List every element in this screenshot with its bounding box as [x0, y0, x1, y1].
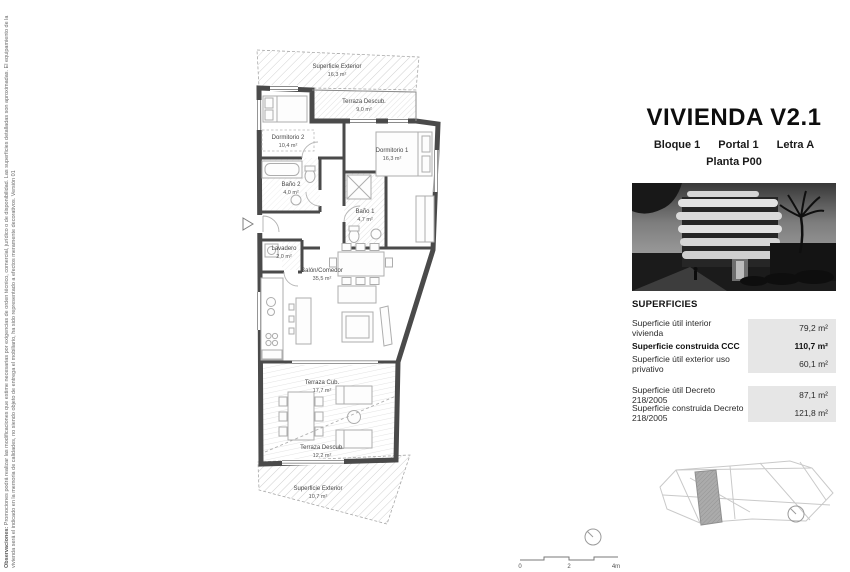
- sink-bano2: [291, 195, 301, 205]
- surface-value: 87,1 m²: [748, 386, 836, 404]
- surface-row: [632, 386, 836, 404]
- shower-bano1: [347, 175, 371, 199]
- svg-text:4,0 m²: 4,0 m²: [283, 190, 299, 196]
- svg-text:Baño 2: Baño 2: [281, 182, 301, 188]
- svg-text:Superficie Exterior: Superficie Exterior: [293, 486, 343, 492]
- area-terraza-descubierta-top: [312, 90, 416, 121]
- surface-row: [632, 319, 836, 337]
- surface-label: Superficie útil Decreto 218/2005: [632, 385, 716, 405]
- svg-text:Lavadero: Lavadero: [271, 246, 297, 252]
- surface-label: Superficie construida CCC: [632, 341, 740, 351]
- surface-value: 121,8 m²: [748, 404, 836, 422]
- surface-label: Superficie útil interior vivienda: [632, 318, 712, 338]
- surfaces-heading: SUPERFICIES: [632, 299, 698, 310]
- area-superficie-exterior-top: [257, 50, 419, 90]
- scale-bar: [518, 557, 620, 570]
- toilet-tank-bano2: [305, 166, 315, 171]
- svg-text:35,5 m²: 35,5 m²: [312, 276, 332, 282]
- svg-text:10,4 m²: 10,4 m²: [278, 143, 298, 149]
- svg-text:17,7 m²: 17,7 m²: [312, 388, 332, 394]
- bloque-label: Bloque 1: [653, 139, 701, 151]
- svg-text:Terraza Descub.: Terraza Descub.: [342, 99, 386, 105]
- page-title: VIVIENDA V2.1: [646, 104, 822, 131]
- svg-text:Dormitorio 2: Dormitorio 2: [271, 135, 305, 141]
- svg-text:10,7 m²: 10,7 m²: [308, 494, 328, 500]
- surface-row: [632, 337, 836, 355]
- toilet-tank-bano1: [349, 226, 359, 231]
- bed-dormitorio1: [376, 132, 432, 176]
- svg-text:Baño 1: Baño 1: [355, 209, 375, 215]
- bed-dormitorio2: [263, 96, 307, 122]
- sun-lounger-1: [336, 386, 372, 404]
- kitchen-island: [296, 298, 311, 344]
- svg-text:2,0 m²: 2,0 m²: [276, 254, 292, 260]
- svg-text:12,2 m²: 12,2 m²: [312, 453, 332, 459]
- svg-text:0: 0: [518, 564, 522, 570]
- svg-text:Terraza Cub.: Terraza Cub.: [304, 380, 340, 386]
- surface-label: Superficie útil exterior uso privativo: [632, 354, 730, 374]
- disclaimer-line-2: vivienda será el indicado en la memoria de calidades, no siendo objeto de entrega el mobiliario, ha sido representado a efectos meramente decorativos. Versión 01: [11, 170, 17, 568]
- svg-text:Superficie Exterior: Superficie Exterior: [312, 64, 362, 70]
- surfaces-section: [632, 299, 836, 422]
- bathtub-bano2: [262, 161, 302, 178]
- svg-text:Terraza Descub.: Terraza Descub.: [300, 445, 344, 451]
- sink-bano1: [371, 229, 381, 239]
- site-key-plan: [660, 461, 833, 525]
- svg-text:16,3 m²: 16,3 m²: [327, 72, 347, 78]
- disclaimer-line-1: Observaciones: Promociones podrá realizar las modificaciones que estime necesarias por exigencias de orden técnico, comercial, jurídico o de disponibilidad. Las superficies detalladas son aproximadas. El equipamiento de la: [4, 15, 10, 568]
- svg-text:Salón/Comedor: Salón/Comedor: [301, 268, 343, 274]
- terrace-table: [279, 392, 323, 440]
- svg-text:16,3 m²: 16,3 m²: [382, 156, 402, 162]
- sofa-1: [338, 286, 376, 303]
- kitchen-counter: [261, 278, 283, 360]
- surface-value: 60,1 m²: [748, 355, 836, 373]
- entry-arrow-icon: [243, 218, 253, 230]
- site-compass-icon: [788, 506, 804, 522]
- svg-text:4m: 4m: [611, 564, 621, 570]
- unit-identifiers: [626, 139, 842, 151]
- north-compass-icon: [585, 529, 601, 545]
- surface-value: 110,7 m²: [748, 337, 836, 355]
- wardrobe-dormitorio1: [416, 196, 434, 242]
- svg-text:2: 2: [567, 564, 571, 570]
- building-render-photo: [632, 183, 836, 291]
- svg-text:4,7 m²: 4,7 m²: [357, 217, 373, 223]
- surface-row: [632, 355, 836, 373]
- surface-value: 79,2 m²: [748, 319, 836, 337]
- sofa-2: [342, 312, 373, 342]
- svg-text:Dormitorio 1: Dormitorio 1: [375, 148, 409, 154]
- svg-text:9,0 m²: 9,0 m²: [356, 107, 372, 113]
- portal-label: Portal 1: [718, 139, 759, 151]
- letra-label: Letra A: [776, 139, 815, 151]
- legal-disclaimer: [4, 8, 18, 568]
- title-block: [626, 104, 842, 168]
- planta-label: Planta P00: [706, 156, 762, 168]
- surface-label: Superficie construida Decreto 218/2005: [632, 403, 744, 423]
- surface-row: [632, 404, 836, 422]
